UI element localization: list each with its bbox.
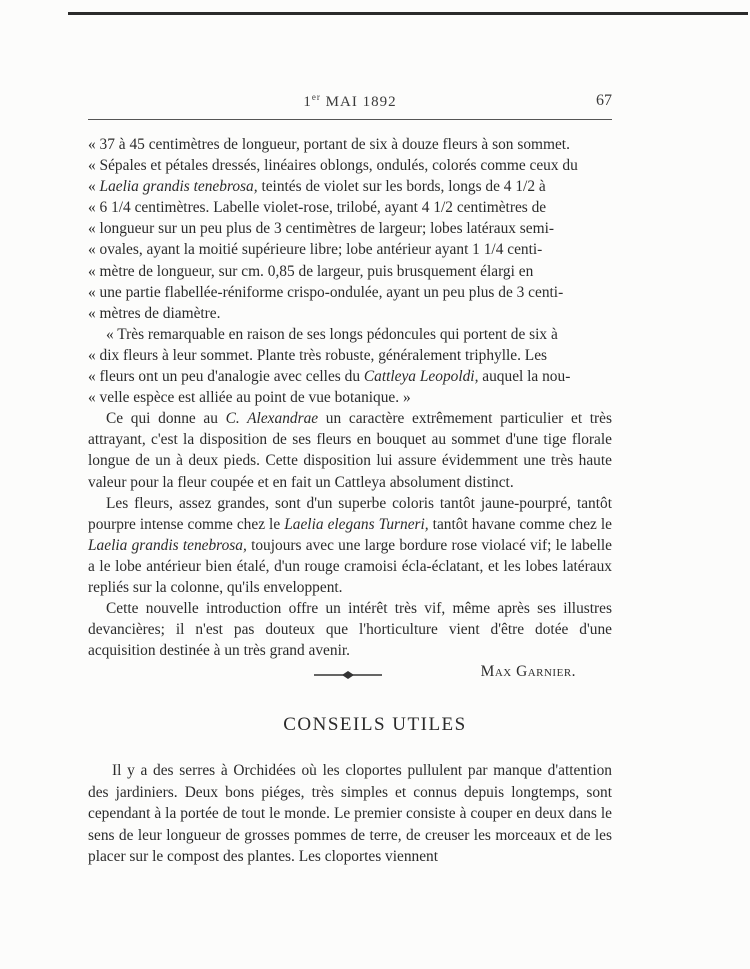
top-rule: [68, 12, 748, 15]
header-rule: [88, 119, 612, 120]
quote-line: « mètres de diamètre.: [88, 304, 221, 322]
paragraph: Ce qui donne au C. Alexandrae un caractère extrêmement particulier et très attrayant, c'est la disposition de ses fleurs en bouquet au sommet d'une tige florale longue de un à deux pieds. Cette disposition lui assure évidemment une très haute valeur pour la fleur coupée et en fait un Cattleya absolument distinct.: [88, 410, 613, 491]
quote-line: « Laelia grandis tenebrosa, teintés de violet sur les bords, longs de 4 1/2 à: [88, 178, 546, 196]
quote-line: « longueur sur un peu plus de 3 centimètres de largeur; lobes latéraux semi-: [88, 220, 555, 238]
quote-line: « mètre de longueur, sur cm. 0,85 de largeur, puis brusquement élargi en: [88, 262, 534, 280]
separator-ornament: [314, 668, 382, 682]
species-name: Laelia grandis tenebrosa,: [88, 536, 247, 554]
quote-line: « ovales, ayant la moitié supérieure libre; lobe antérieur ayant 1 1/4 centi-: [88, 241, 543, 259]
paragraph: Cette nouvelle introduction offre un intérêt très vif, même après ses illustres devancières; il n'est pas douteux que l'horticulture vient d'être dotée d'une acquisition destinée à un très grand avenir.: [88, 600, 612, 660]
article-body: [88, 134, 612, 682]
species-name: Cattleya Leopoldi,: [363, 368, 479, 386]
quote-line: « dix fleurs à leur sommet. Plante très robuste, généralement triphylle. Les: [88, 346, 548, 364]
header-date: 1er MAI 1892: [303, 92, 397, 110]
quote-line: « velle espèce est alliée au point de vue botanique. »: [88, 389, 411, 407]
quote-line: « 37 à 45 centimètres de longueur, portant de six à douze fleurs à son sommet.: [88, 136, 570, 153]
section-body: [88, 760, 612, 868]
paragraph: Les fleurs, assez grandes, sont d'un superbe coloris tantôt jaune-pourpré, tantôt pourpre intense comme chez le Laelia elegans Turneri, tantôt havane comme chez le Laelia grandis tenebrosa, toujours avec une large bordure rose violacé vif; le labelle a le lobe antérieur bien étalé, d'un rouge cramoisi écla-éclatant, et les lobes latéraux repliés sur la colonne, qu'ils enveloppent.: [88, 494, 613, 596]
quote-line: « fleurs ont un peu d'analogie avec celles du Cattleya Leopoldi, auquel la nou-: [88, 368, 571, 386]
species-name: Laelia grandis tenebrosa,: [99, 178, 258, 196]
paragraph: Il y a des serres à Orchidées où les cloportes pullulent par manque d'attention des jardiniers. Deux bons piéges, très simples et connus depuis longtemps, sont cependant à la portée de tout le monde. Le premier consiste à couper en deux dans le sens de leur longueur de grosses pommes de terre, de creuser les morceaux et de les placer sur le compost des plantes. Les cloportes viennent: [88, 762, 612, 865]
section-title: CONSEILS UTILES: [283, 714, 467, 735]
running-header: [88, 92, 612, 116]
quote-line: « 6 1/4 centimètres. Labelle violet-rose, trilobé, ayant 4 1/2 centimètres de: [88, 199, 547, 217]
quote-line: « Très remarquable en raison de ses longs pédoncules qui portent de six à: [106, 325, 558, 343]
page-number: 67: [596, 92, 612, 109]
author-signature: Max Garnier.: [480, 663, 576, 681]
species-name: Laelia elegans Turneri,: [284, 515, 429, 533]
quote-line: « une partie flabellée-réniforme crispo-ondulée, ayant un peu plus de 3 centi-: [88, 283, 564, 301]
quote-line: « Sépales et pétales dressés, linéaires oblongs, ondulés, colorés comme ceux du: [88, 157, 578, 175]
species-name: C. Alexandrae: [225, 410, 319, 428]
